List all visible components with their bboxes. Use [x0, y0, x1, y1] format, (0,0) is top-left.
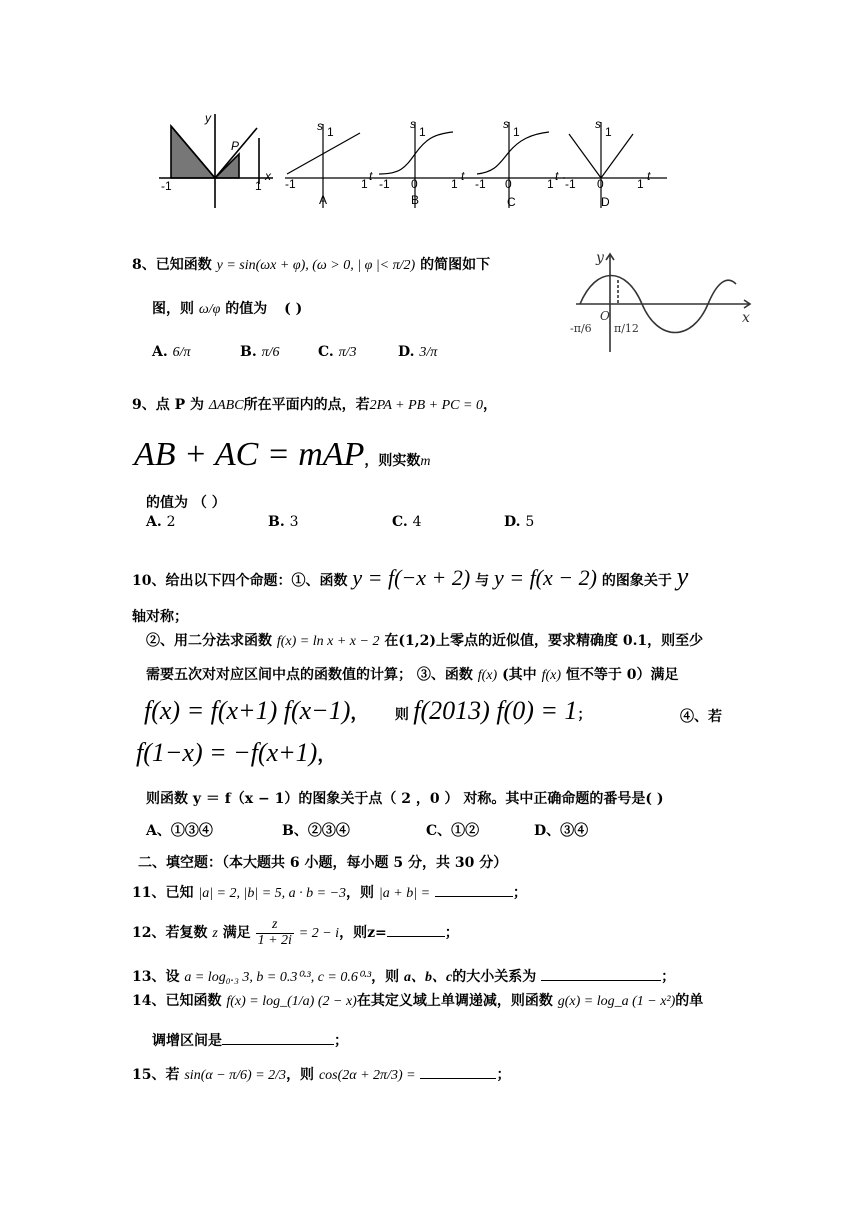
q11-stem-a: 已知 [165, 885, 194, 901]
q12-number: 12、 [132, 925, 166, 942]
d-zero: 0 [597, 177, 604, 191]
q9-stem-c: ，则实数 [364, 453, 421, 469]
section-2-title: 二、填空题：（本大题共 6 小题，每小题 5 分，共 30 分） [138, 855, 508, 871]
q10-line1-c: 的图象关于 [601, 573, 672, 589]
q11-cond: |a| = 2, |b| = 5, a · b = −3 [198, 886, 347, 901]
q10-fx-1: f(x) [477, 668, 498, 683]
b-one-x: 1 [451, 177, 458, 191]
label-c: C [507, 195, 516, 209]
q10-option-c-value: ①② [451, 823, 480, 839]
q10-option-b-label: B、 [282, 823, 308, 839]
q9-condition: 2PA + PB + PC = 0 [369, 398, 483, 413]
q8-option-c-value: π/3 [338, 345, 357, 360]
q12-frac-num: z [256, 918, 294, 934]
q9-equation: AB + AC = mAP [134, 436, 365, 473]
a-neg-one: -1 [285, 177, 296, 191]
q13-vars: a、b、c [404, 970, 453, 985]
a-one: 1 [327, 125, 334, 139]
q11-end: ； [512, 885, 527, 901]
top-figures [155, 108, 675, 216]
q8-graph-o: O [600, 309, 610, 323]
q14-stem-d: 调增区间是 [152, 1033, 222, 1049]
q9-line2 [134, 436, 430, 474]
q13 [132, 966, 675, 986]
q9-option-d-label: D. [504, 514, 521, 530]
q8-stem-d: 的值为 [225, 301, 268, 317]
c-zero: 0 [505, 177, 512, 191]
q11-number: 11、 [132, 885, 166, 901]
c-neg-one: -1 [475, 177, 486, 191]
q8-paren: ( ) [284, 301, 303, 317]
q10-line7: 则函数 y ＝ f（x − 1）的图象关于点（ 2 ，0 ） 对称。其中正确命题的番号是( ) [146, 791, 664, 807]
q12-rhs: = 2 − i [298, 926, 340, 942]
q10-ze: 则 [394, 707, 409, 723]
q12-stem-b: 满足 [222, 925, 251, 942]
figure-original [159, 114, 273, 208]
q13-stem-b: ，则 [371, 969, 400, 985]
q13-answer-blank[interactable] [541, 966, 661, 981]
q11-ask: |a + b| = [378, 886, 431, 901]
q14-end: ； [334, 1033, 348, 1049]
q9-option-b-label: B. [268, 514, 285, 530]
q10-option-c [426, 820, 479, 840]
q10-line1-a: 给出以下四个命题：①、函数 [165, 573, 348, 589]
point-p-label: P [231, 139, 240, 153]
d-one-x: 1 [637, 177, 644, 191]
q9-triangle: ΔABC [208, 398, 244, 413]
q8-stem-a: 已知函数 [155, 257, 212, 273]
q8-sine-graph [566, 246, 756, 356]
q10-option-a-value: ①③④ [170, 823, 213, 839]
q8-option-a [152, 344, 191, 361]
q12-ask: z= [367, 925, 387, 942]
q8-option-c [318, 344, 357, 361]
q8-option-a-value: 6/π [172, 345, 191, 360]
b-zero: 0 [411, 177, 418, 191]
q10-comma2: ， [317, 745, 336, 766]
q12-z: z [212, 926, 218, 942]
q12-stem-a: 若复数 [165, 925, 208, 942]
q10-line4-c: 恒不等于 0）满足 [565, 667, 679, 683]
q14-stem-b: 在其定义域上单调递减，则函数 [356, 993, 553, 1009]
q10-option-a [146, 820, 213, 840]
q9-option-d [504, 514, 534, 530]
b-neg-one: -1 [379, 177, 390, 191]
q8-option-a-label: A. [152, 344, 168, 360]
q9-option-c [392, 514, 422, 530]
c-one: 1 [513, 125, 520, 139]
q10-line6 [136, 738, 335, 768]
q10-f2: y = f(x − 2) [493, 565, 597, 590]
tick-one: 1 [255, 179, 262, 193]
q10-line1-b: 与 [475, 573, 490, 589]
a-axis-s: s [317, 119, 323, 133]
q13-number: 13、 [132, 969, 166, 985]
q14-g: g(x) = log_a (1 − x²) [557, 994, 676, 1009]
label-b: B [411, 193, 420, 207]
q8-graph-y: y [596, 250, 604, 266]
q8-formula: y = sin(ωx + φ), (ω > 0, | φ |< π/2) [216, 258, 416, 273]
q8-option-b [240, 344, 280, 361]
q10-p4: ④、若 [680, 709, 722, 725]
q14-f: f(x) = log_(1/a) (2 − x) [226, 994, 357, 1009]
q9-option-c-value: 4 [412, 514, 422, 530]
q10-option-b [282, 820, 350, 840]
d-one: 1 [605, 125, 612, 139]
c-axis-s: s [503, 117, 509, 131]
q9-option-a-label: A. [146, 514, 162, 530]
q10-y: y [676, 562, 689, 591]
label-d: D [601, 195, 610, 209]
q9-m: m [420, 454, 431, 469]
q9-comma: ， [482, 397, 497, 413]
q10-comma: ， [350, 703, 369, 724]
q8-option-d-label: D. [398, 344, 415, 360]
q10-number: 10、 [132, 573, 166, 589]
q9-option-b [268, 514, 299, 530]
q13-defs: a = log₀.₃ 3, b = 0.3⁰·³, c = 0.6⁰·³ [184, 970, 372, 985]
q8-graph-left-tick: -π/6 [570, 322, 592, 335]
q10-line2: 轴对称； [132, 609, 188, 625]
axis-x-label: x [265, 169, 271, 183]
q8-graph-right-tick: π/12 [614, 322, 639, 335]
q14-line2 [152, 1030, 348, 1050]
q10-line3 [146, 630, 703, 650]
q10-eq4: f(1−x) = −f(x+1) [136, 738, 318, 767]
q11-answer-blank[interactable] [435, 882, 513, 897]
a-one-x: 1 [361, 177, 368, 191]
q15 [132, 1064, 510, 1084]
q11 [132, 882, 527, 902]
q8-stem-c: 图，则 [152, 301, 194, 317]
q15-end: ； [496, 1067, 511, 1083]
q10-line5 [144, 696, 591, 726]
q14-stem-a: 已知函数 [165, 993, 222, 1009]
q9-line1 [132, 394, 497, 414]
q8-line2 [152, 298, 302, 318]
q12-frac-den: 1 + 2i [257, 932, 292, 948]
q8-option-c-label: C. [318, 344, 334, 360]
q10-line3-b: 在(1,2)上零点的近似值，要求精确度 0.1，则至少 [384, 633, 704, 649]
q8-option-b-value: π/6 [261, 345, 280, 360]
tick-neg-one: -1 [161, 179, 172, 193]
q12-answer-blank[interactable] [387, 922, 445, 937]
d-axis-s: s [595, 117, 601, 131]
q10-semi: ； [577, 707, 592, 723]
b-axis-s: s [410, 117, 416, 131]
q8-graph-x: x [742, 310, 750, 326]
q13-end: ； [661, 969, 676, 985]
q9-number: 9、 [132, 397, 156, 413]
q15-stem-a: 若 [165, 1067, 180, 1083]
q11-stem-b: ，则 [346, 885, 375, 901]
q9-option-a-value: 2 [166, 514, 176, 530]
q8-option-d-value: 3/π [419, 345, 438, 360]
q10-eq3: f(x) = f(x+1) f(x−1) [144, 696, 351, 725]
q15-ask: cos(2α + 2π/3) = [318, 1068, 416, 1083]
q9-option-c-label: C. [392, 514, 408, 530]
q12-fraction [256, 918, 294, 948]
q8-stem-b: 的简图如下 [420, 257, 491, 273]
c-axis-t: t [555, 169, 559, 183]
q10-line4 [146, 664, 679, 684]
q13-stem-a: 设 [165, 969, 180, 985]
q9-stem-a: 点 P 为 [155, 397, 205, 413]
q10-option-b-value: ②③④ [307, 823, 350, 839]
q10-line3-a: ②、用二分法求函数 [146, 633, 272, 649]
q12-stem-c: ，则 [339, 925, 368, 942]
q9-option-d-value: 5 [525, 514, 535, 530]
q8-option-d [398, 344, 437, 361]
q10-option-a-label: A、 [146, 823, 171, 839]
q13-stem-c: 的大小关系为 [452, 969, 537, 985]
q8-line1 [132, 254, 490, 274]
figure-d [563, 122, 667, 208]
q8-number: 8、 [132, 257, 156, 273]
q15-stem-b: ，则 [286, 1067, 315, 1083]
c-one-x: 1 [547, 177, 554, 191]
q15-answer-blank[interactable] [420, 1064, 496, 1079]
a-axis-t: t [369, 169, 373, 183]
q10-f3: f(x) = ln x + x − 2 [276, 634, 380, 649]
q9-option-a [146, 514, 176, 530]
q10-eq3b: f(2013) f(0) = 1 [413, 696, 578, 725]
q14-answer-blank[interactable] [222, 1030, 334, 1045]
q10-option-d [534, 820, 588, 840]
q9-stem-d: 的值为 （ ） [146, 495, 226, 511]
q14-stem-c: 的单 [675, 993, 704, 1009]
b-axis-t: t [461, 169, 465, 183]
d-axis-t: t [647, 169, 651, 183]
q9-option-b-value: 3 [289, 514, 299, 530]
label-a: A [319, 193, 328, 207]
q14-number: 14、 [132, 993, 166, 1009]
d-neg-one: -1 [565, 177, 576, 191]
q10-line1 [132, 562, 688, 592]
q10-f1: y = f(−x + 2) [352, 565, 471, 590]
q10-fx-2: f(x) [541, 668, 561, 683]
q8-ratio: ω/φ [198, 302, 221, 317]
q10-line4-b: (其中 [502, 667, 537, 683]
q12-end: ； [444, 925, 459, 942]
q10-option-d-label: D、 [534, 823, 561, 839]
q10-line4-a: 需要五次对对应区间中点的函数值的计算； ③、函数 [146, 667, 473, 683]
q15-number: 15、 [132, 1067, 166, 1083]
q10-option-c-label: C、 [426, 823, 452, 839]
q15-cond: sin(α − π/6) = 2/3 [184, 1068, 287, 1083]
axis-y-label: y [205, 111, 211, 125]
q12 [132, 918, 459, 948]
q14-line1 [132, 990, 703, 1010]
q10-option-d-value: ③④ [560, 823, 589, 839]
b-one: 1 [419, 125, 426, 139]
q8-option-b-label: B. [240, 344, 257, 360]
q9-stem-b: 所在平面内的点，若 [243, 397, 370, 413]
